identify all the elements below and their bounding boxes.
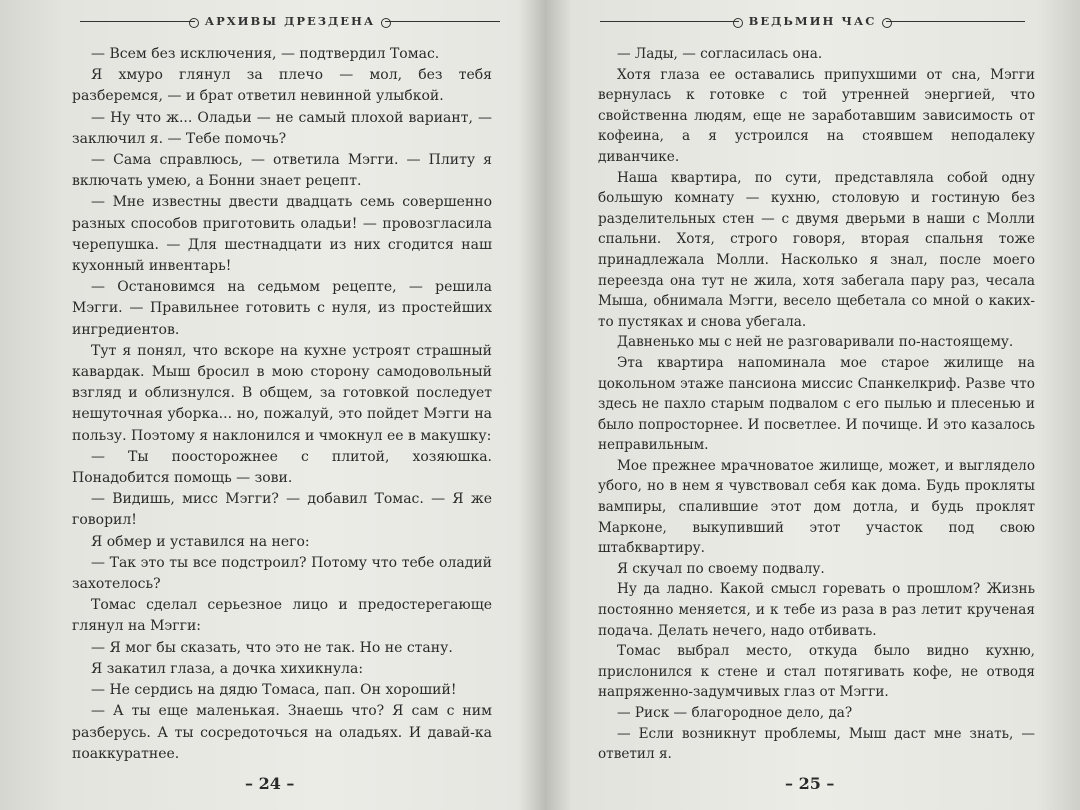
paragraph: — Ты поосторожнее с плитой, хозяюшка. Понадобится помощь — зови. xyxy=(72,448,492,487)
paragraph: Мое прежнее мрачноватое жилище, может, и выглядело убого, но в нем я чувствовал себя как дома. Будь прокляты вампиры, спалившие этот дом дотла, и будь проклят Марконе, выкупивший этот участок под свою штабквартиру. xyxy=(598,457,1035,557)
paragraph: — Мне известны двести двадцать семь совершенно разных способов приготовить оладьи! — провозгласила черепушка. — Для шестнадцати из них сгодится наш кухонный инвентарь! xyxy=(72,194,492,275)
paragraph: Я закатил глаза, а дочка хихикнула: xyxy=(91,660,364,677)
paragraph: — Сама справлюсь, — ответила Мэгги. — Плиту я включать умею, а Бонни знает рецепт. xyxy=(72,152,492,190)
paragraph: — Всем без исключения, — подтвердил Томас. xyxy=(91,46,440,62)
paragraph: — Ну что ж... Оладьи — не самый плохой вариант, — заключил я. — Тебе помочь? xyxy=(72,109,492,147)
paragraph: — Не сердись на дядю Томаса, пап. Он хороший! xyxy=(91,682,457,699)
left-page-text xyxy=(72,44,492,765)
paragraph: Я обмер и уставился на него: xyxy=(91,533,310,550)
paragraph: — Риск — благородное дело, да? xyxy=(617,705,853,721)
right-page-text xyxy=(598,44,1035,765)
paragraph: Эта квартира напоминала мое старое жилище на цокольном этаже пансиона миссис Спанкелкриф. Разве что здесь не пахло старым подвалом с его пылью и плесенью и было попросторнее. И посветлее. И почище. И это казалось неправильным. xyxy=(598,354,1035,454)
paragraph: Я скучал по своему подвалу. xyxy=(617,560,825,577)
page-number: – 25 – xyxy=(785,774,835,793)
ornament-line-icon xyxy=(385,21,500,22)
paragraph: — Так это ты все подстроил? Потому что тебе оладий захотелось? xyxy=(72,554,492,593)
running-head-title: АРХИВЫ ДРЕЗДЕНА xyxy=(204,14,376,28)
paragraph: — Остановимся на седьмом рецепте, — решила Мэгги. — Правильнее готовить с нуля, из простейших ингредиентов. xyxy=(72,279,492,338)
right-page xyxy=(545,0,1080,810)
ornament-line-icon xyxy=(600,21,739,22)
paragraph: Хотя глаза ее оставались припухшими от сна, Мэгги вернулась к готовке с той утренней энергией, что свойственна людям, еще не заработавшим зависимость от кофеина, а я устроился на стоявшем неподалеку диванчике. xyxy=(598,66,1035,165)
paragraph: — Лады, — согласилась она. xyxy=(617,46,823,62)
paragraph: — А ты еще маленькая. Знаешь что? Я сам с ним разберусь. А ты сосредоточься на оладьях. И давай-ка поаккуратнее. xyxy=(72,703,492,762)
paragraph: Томас выбрал место, откуда было видно кухню, прислонился к стене и стал потягивать кофе, не отводя напряженно-задумчивых глаз от Мэгги. xyxy=(598,643,1035,701)
ornament-line-icon xyxy=(80,21,195,22)
ornament-line-icon xyxy=(886,21,1025,22)
paragraph: Давненько мы с ней не разговаривали по-настоящему. xyxy=(617,334,1014,351)
paragraph: Наша квартира, по сути, представляла собой одну большую комнату — кухню, столовую и гостиную без разделительных стен — с двумя дверьми в наши с Молли спальни. Хотя, строго говоря, вторая спальня тоже принадлежала Молли. Насколько я знал, после моего переезда она тут не жила, хотя забегала пару раз, чесала Мыша, обнимала Мэгги, весело щебетала со мной о каких-то пустяках и снова убегала. xyxy=(598,169,1035,330)
page-number: – 24 – xyxy=(245,774,295,793)
paragraph: — Видишь, мисс Мэгги? — добавил Томас. — Я же говорил! xyxy=(72,491,492,529)
paragraph: — Я мог бы сказать, что это не так. Но не стану. xyxy=(91,639,453,656)
running-head-title: ВЕДЬМИН ЧАС xyxy=(748,14,877,28)
paragraph: Томас сделал серьезное лицо и предостерегающе глянул на Мэгги: xyxy=(72,597,492,635)
running-head-left xyxy=(70,6,510,36)
paragraph: Я хмуро глянул за плечо — мол, без тебя разберемся, — и брат ответил невинной улыбкой. xyxy=(72,67,492,105)
paragraph: Тут я понял, что вскоре на кухне устроят страшный кавардак. Мыш бросил в мою сторону самодовольный взгляд и облизнулся. В общем, за готовкой последует нешуточная уборка... но, пожалуй, это пойдет Мэгги на пользу. Поэтому я наклонился и чмокнул ее в макушку: xyxy=(72,342,492,444)
paragraph: — Если возникнут проблемы, Мыш даст мне знать, — ответил я. xyxy=(598,725,1035,763)
paragraph: Ну да ладно. Какой смысл горевать о прошлом? Жизнь постоянно меняется, и к тебе из раза в раз летит крученая подача. Делать нечего, надо отбивать. xyxy=(598,581,1035,639)
running-head-right xyxy=(590,6,1035,36)
